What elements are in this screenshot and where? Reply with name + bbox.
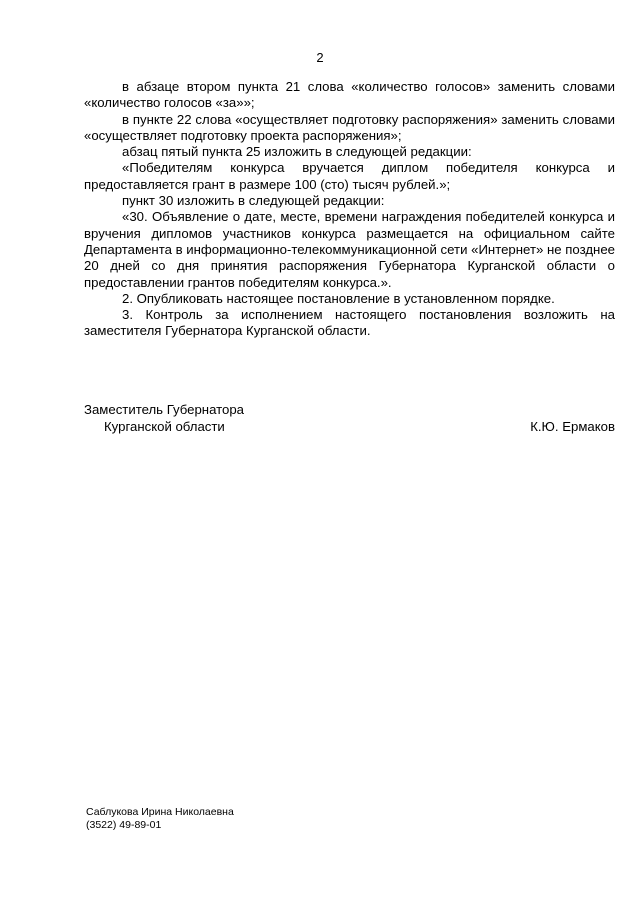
page-number: 2 [316,50,324,65]
executor-info [86,806,234,832]
paragraph-point-30-text: «30. Объявление о дате, месте, времени награждения победителей конкурса и вручения дипломов участников конкурса размещается на официальном сайте Департамента в информационно-телекоммуникационной сети «Интернет» не позднее 20 дней со дня принятия распоряжения Губернатора Курганской области о предоставлении грантов победителям конкурса.». [84,209,615,290]
signature-block [84,401,615,435]
signer-name: К.Ю. Ермаков [530,419,615,434]
paragraph-amend-point-25-intro: абзац пятый пункта 25 изложить в следующей редакции: [122,144,472,160]
executor-phone: (3522) 49-89-01 [86,819,162,831]
paragraph-amend-point-21: в абзаце втором пункта 21 слова «количество голосов» заменить словами «количество голосов «за»»; [84,79,615,111]
paragraph-control: 3. Контроль за исполнением настоящего постановления возложить на заместителя Губернатора Курганской области. [84,307,615,339]
signer-position-region: Курганской области [104,419,225,434]
executor-name: Саблукова Ирина Николаевна [86,806,234,818]
paragraph-amend-point-22: в пункте 22 слова «осуществляет подготовку распоряжения» заменить словами «осуществляет подготовку проекта распоряжения»; [84,111,615,143]
paragraph-amend-point-30-intro: пункт 30 изложить в следующей редакции: [122,193,385,209]
document-body [84,79,615,340]
paragraph-point-25-text: «Победителям конкурса вручается диплом победителя конкурса и предоставляется грант в размере 100 (сто) тысяч рублей.»; [84,160,615,192]
paragraph-publish: 2. Опубликовать настоящее постановление в установленном порядке. [122,290,555,306]
signer-position: Заместитель Губернатора [84,402,245,417]
